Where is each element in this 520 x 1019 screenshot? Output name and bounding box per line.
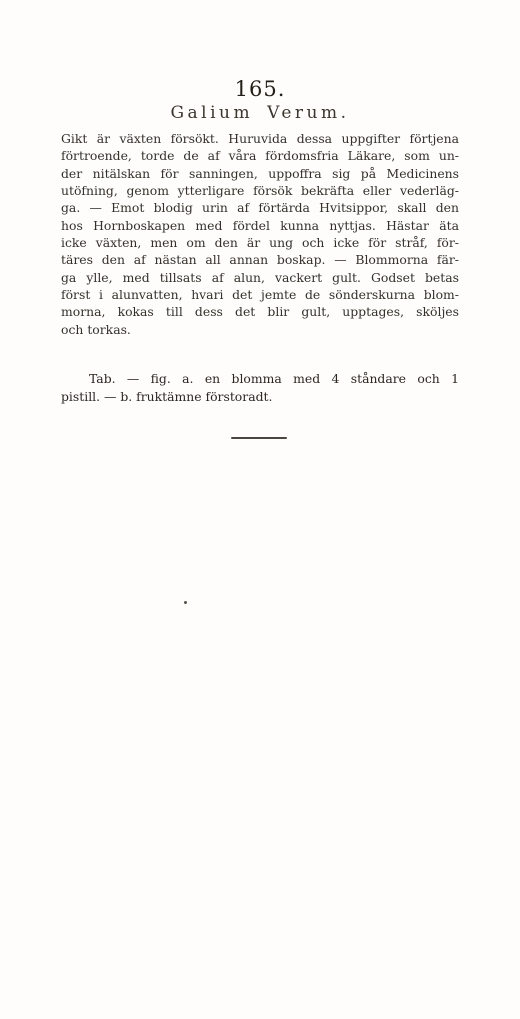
paragraph-line: först i alunvatten, hvari det jemte de sönderskurna blom- xyxy=(61,287,459,303)
caption-line: Tab. — fig. a. en blomma med 4 ståndare och 1 xyxy=(89,371,459,386)
paragraph-line: hos Hornboskapen med fördel kunna nyttjas. Hästar äta xyxy=(61,217,459,233)
ink-speck xyxy=(184,601,187,604)
page-title xyxy=(0,103,520,123)
paragraph-line: morna, kokas till dess det blir gult, upptages, sköljes xyxy=(61,304,459,320)
paragraph-line: förtroende, torde de af våra fördomsfria Läkare, som un- xyxy=(61,148,459,164)
paragraph-line: icke växten, men om den är ung och icke för stråf, för- xyxy=(61,235,459,251)
paragraph-line: ga. — Emot blodig urin af förtärda Hvitsippor, skall den xyxy=(61,200,459,216)
title-species: Verum. xyxy=(267,103,350,123)
paragraph-line: Gikt är växten försökt. Huruvida dessa uppgifter förtjena xyxy=(61,131,459,146)
caption-line: pistill. — b. fruktämne förstoradt. xyxy=(61,388,273,404)
paragraph-line: der nitälskan för sanningen, uppoffra sig på Medicinens xyxy=(61,165,459,181)
paragraph-line: och torkas. xyxy=(61,321,131,337)
body-paragraph xyxy=(61,130,459,338)
page-number: 165. xyxy=(234,77,286,101)
paragraph-line: ga ylle, med tillsats af alun, vackert gult. Godset betas xyxy=(61,269,459,285)
section-divider xyxy=(231,437,287,439)
plate-caption xyxy=(61,370,459,405)
title-genus: Galium xyxy=(170,103,254,123)
paragraph-line: täres den af nästan all annan boskap. — Blommorna fär- xyxy=(61,252,459,268)
paragraph-line: utöfning, genom ytterligare försök bekräfta eller vederläg- xyxy=(61,183,459,199)
